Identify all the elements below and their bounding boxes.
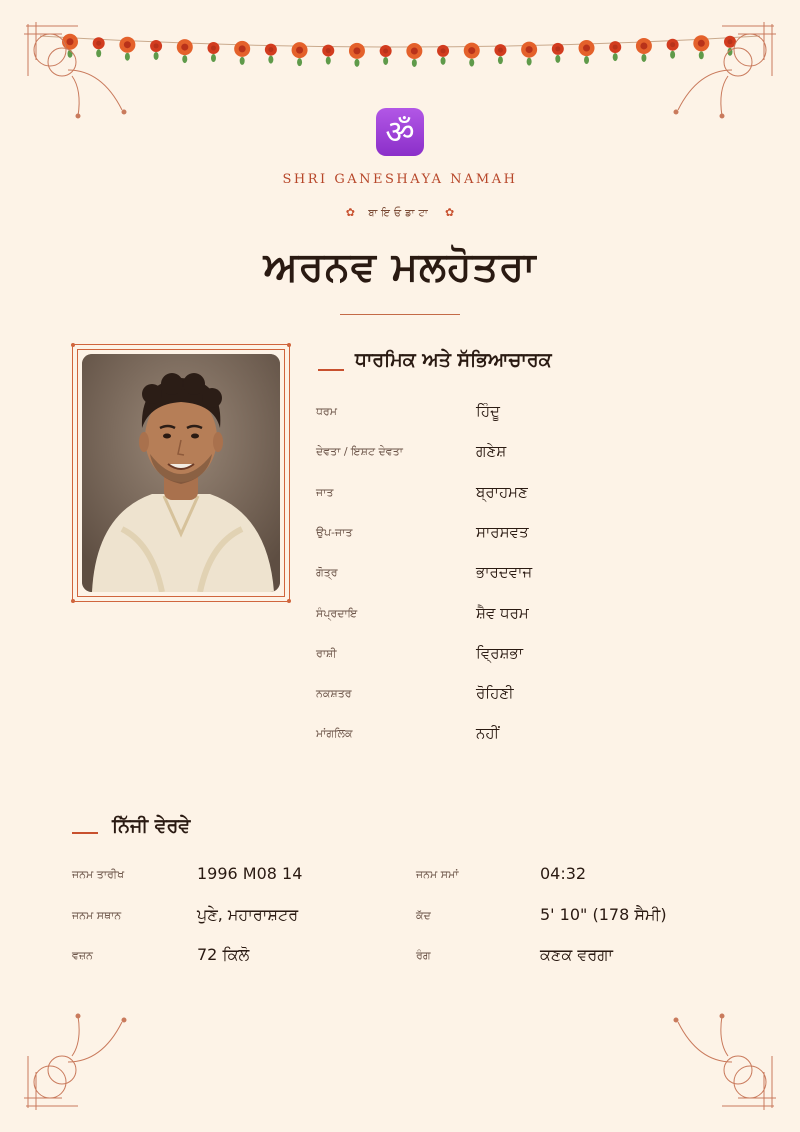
- personal-label: ਜਨਮ ਤਾਰੀਖ: [72, 868, 125, 881]
- religious-label: ਸੰਪ੍ਰਦਾਇ: [316, 606, 358, 620]
- personal-section-title: ਨਿੱਜੀ ਵੇਰਵੇ: [112, 815, 191, 837]
- marigold-flower-icon: [380, 45, 392, 65]
- corner-ornament-top-left: [22, 20, 142, 140]
- personal-label: ਜਨਮ ਸਮਾਂ: [416, 868, 459, 881]
- marigold-flower-icon: [150, 40, 162, 60]
- religious-label: ਰਾਸ਼ੀ: [316, 646, 337, 660]
- personal-heading-bar: [72, 832, 98, 834]
- corner-ornament-top-right: [658, 20, 778, 140]
- religious-label: ਮਾਂਗਲਿਕ: [316, 727, 353, 741]
- religious-section-title: ਧਾਰਮਿਕ ਅਤੇ ਸੱਭਿਆਚਾਰਕ: [355, 349, 552, 371]
- religious-label: ਉਪ-ਜਾਤ: [316, 525, 353, 539]
- personal-value: ਕਣਕ ਵਰਗਾ: [540, 945, 613, 964]
- religious-value: ਹਿੰਦੂ: [476, 402, 500, 420]
- marigold-flower-icon: [406, 43, 422, 67]
- personal-label: ਕੱਦ: [416, 908, 431, 922]
- religious-value: ਰੋਹਿਣੀ: [476, 684, 514, 703]
- religious-heading-bar: [318, 369, 344, 371]
- marigold-flower-icon: [177, 39, 193, 63]
- marigold-flower-icon: [322, 45, 334, 65]
- corner-ornament-bottom-right: [658, 992, 778, 1112]
- religious-value: ਸਾਰਸਵਤ: [476, 522, 529, 541]
- personal-label: ਜਨਮ ਸਥਾਨ: [72, 908, 122, 922]
- marigold-flower-icon: [234, 41, 250, 65]
- religious-label: ਗੋਤ੍ਰ: [316, 566, 338, 580]
- invocation-text: SHRI GANESHAYA NAMAH: [282, 172, 518, 187]
- marigold-flower-icon: [494, 44, 506, 64]
- marigold-flower-icon: [552, 43, 564, 63]
- marigold-flower-icon: [292, 42, 308, 66]
- marigold-flower-icon: [579, 40, 595, 64]
- marigold-flower-icon: [521, 42, 537, 66]
- religious-value: ਗਣੇਸ਼: [476, 442, 507, 461]
- personal-value: 72 ਕਿਲੋ: [197, 945, 250, 964]
- religious-value: ਬ੍ਰਾਹਮਣ: [476, 482, 528, 501]
- marigold-garland: [40, 28, 760, 78]
- personal-value: 5' 10" (178 ਸੈਮੀ): [540, 904, 667, 924]
- marigold-flower-icon: [207, 42, 219, 62]
- name-divider: [340, 314, 460, 315]
- personal-value: 04:32: [540, 864, 587, 883]
- marigold-flower-icon: [464, 43, 480, 67]
- marigold-flower-icon: [265, 44, 277, 64]
- religious-label: ਨਕਸ਼ਤਰ: [316, 687, 352, 701]
- religious-value: ਨਹੀਂ: [476, 724, 500, 743]
- personal-value: ਪੁਣੇ, ਮਹਾਰਾਸ਼ਟਰ: [197, 904, 299, 924]
- personal-label: ਵਜ਼ਨ: [72, 949, 93, 962]
- flower-icon: ✿: [444, 206, 455, 219]
- personal-value: 1996 M08 14: [197, 864, 303, 883]
- marigold-flower-icon: [636, 38, 652, 62]
- religious-value: ਵ੍ਰਿਸ਼ਭਾ: [476, 643, 523, 662]
- marigold-flower-icon: [609, 41, 621, 61]
- candidate-name: ਅਰਨਵ ਮਲਹੋਤਰਾ: [263, 244, 537, 290]
- photo-frame: [72, 344, 290, 602]
- marigold-flower-icon: [349, 43, 365, 67]
- religious-label: ਜਾਤ: [316, 485, 334, 499]
- profile-photo: [82, 354, 280, 592]
- marigold-flower-icon: [437, 45, 449, 65]
- personal-label: ਰੰਗ: [416, 949, 431, 962]
- religious-value: ਭਾਰਦਵਾਜ: [476, 563, 533, 582]
- religious-label: ਧਰਮ: [316, 405, 337, 418]
- corner-ornament-bottom-left: [22, 992, 142, 1112]
- flower-icon: ✿: [345, 206, 356, 219]
- om-icon: ॐ: [376, 108, 424, 156]
- biodata-label: ਬਾਇਓਡਾਟਾ: [368, 208, 432, 219]
- religious-value: ਸ਼ੈਵ ਧਰਮ: [476, 603, 529, 622]
- biodata-label-row: [0, 206, 800, 219]
- religious-label: ਦੇਵਤਾ / ਇਸ਼ਟ ਦੇਵਤਾ: [316, 445, 403, 459]
